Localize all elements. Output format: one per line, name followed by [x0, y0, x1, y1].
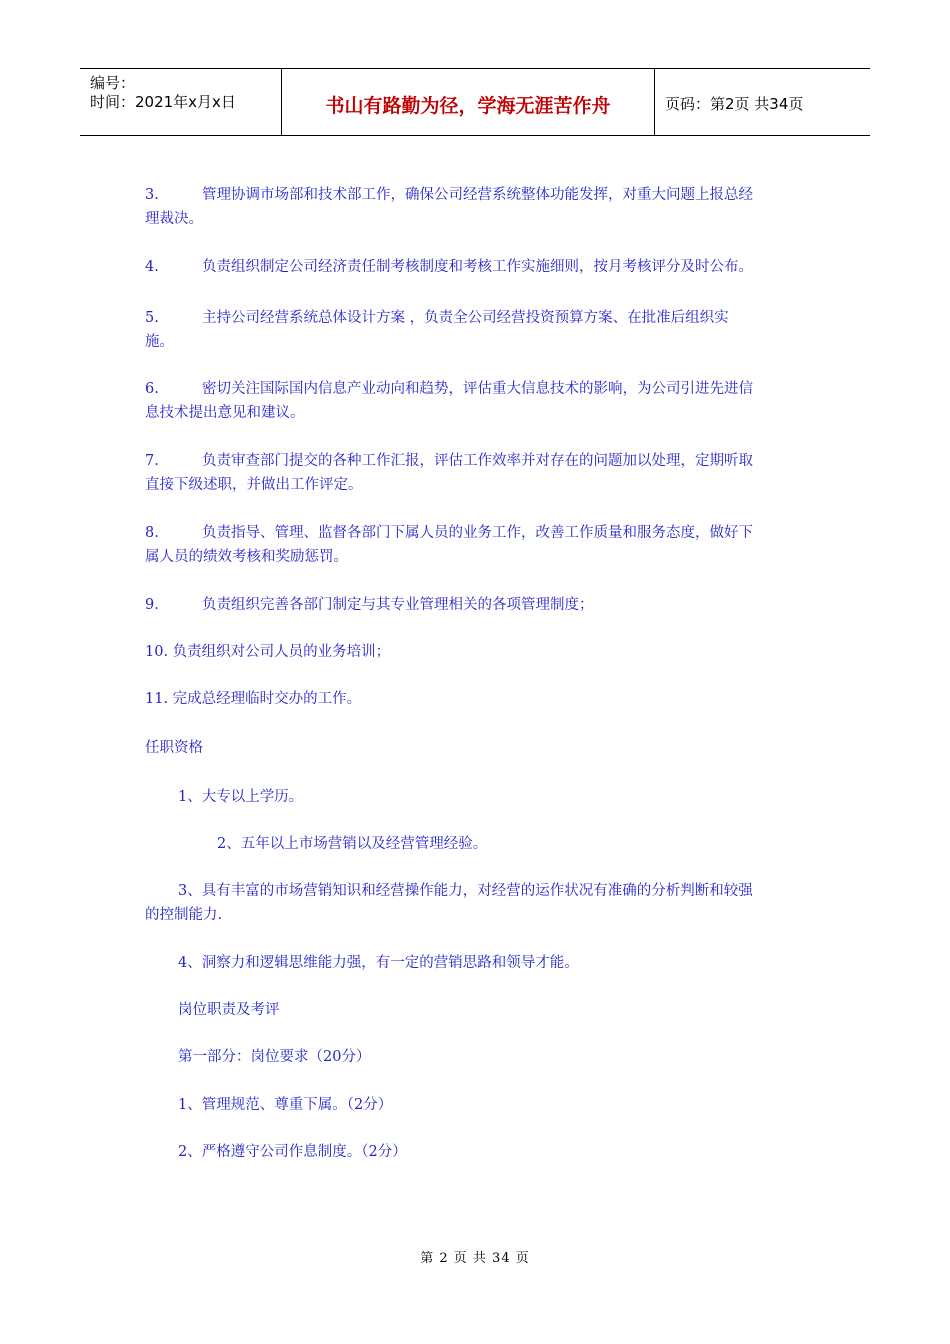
- item-text: 密切关注国际国内信息产业动向和趋势，评估重大信息技术的影响，为公司引进先进信: [202, 381, 753, 397]
- list-item: [145, 377, 825, 425]
- document-header: [80, 68, 870, 136]
- item-text: 负责指导、管理、监督各部门下属人员的业务工作，改善工作质量和服务态度，做好下: [202, 525, 753, 541]
- item-continuation: 直接下级述职，并做出工作评定。: [145, 477, 363, 493]
- item-continuation: 理裁决。: [145, 211, 203, 227]
- list-item: [145, 255, 825, 279]
- item-continuation: 属人员的绩效考核和奖励惩罚。: [145, 549, 348, 565]
- item-number: 9.: [145, 597, 159, 613]
- page-info-text: 页码：第2页 共34页: [665, 95, 804, 113]
- list-item: [145, 521, 825, 569]
- list-item: [145, 183, 825, 231]
- qualification-text: 3、具有丰富的市场营销知识和经营操作能力，对经营的运作状况有准确的分析判断和较强: [178, 883, 753, 899]
- item-number: 3.: [145, 187, 159, 203]
- qualification-item: 4、洞察力和逻辑思维能力强，有一定的营销思路和领导才能。: [178, 955, 579, 971]
- qualification-item: [145, 879, 825, 927]
- item-text: 主持公司经营系统总体设计方案 ，负责全公司经营投资预算方案、在批准后组织实: [202, 310, 729, 326]
- page-footer: 第 2 页 共 34 页: [420, 1251, 530, 1266]
- item-text: 负责组织完善各部门制定与其专业管理相关的各项管理制度；: [202, 597, 594, 613]
- date-label: 时间：2021年x月x日: [90, 93, 236, 111]
- motto-text: 书山有路勤为径，学海无涯苦作舟: [325, 95, 611, 117]
- header-page-cell: [655, 69, 870, 135]
- list-item: [145, 593, 825, 617]
- item-number: 4.: [145, 259, 159, 275]
- item-number: 6.: [145, 381, 159, 397]
- qualifications-heading: 任职资格: [145, 740, 203, 756]
- list-item-10: 10. 负责组织对公司人员的业务培训；: [145, 644, 391, 660]
- item-text: 负责审查部门提交的各种工作汇报，评估工作效率并对存在的问题加以处理，定期听取: [202, 453, 753, 469]
- qualification-continuation: 的控制能力.: [145, 907, 223, 923]
- item-number: 8.: [145, 525, 159, 541]
- requirement-item: 1、管理规范、尊重下属。（2分）: [178, 1097, 393, 1113]
- qualification-item: 2、五年以上市场营销以及经营管理经验。: [217, 836, 488, 852]
- item-number: 7.: [145, 453, 159, 469]
- serial-number-label: 编号：: [90, 74, 136, 92]
- header-info-cell: [80, 69, 282, 135]
- section-heading: 第一部分：岗位要求（20分）: [178, 1049, 371, 1065]
- list-item-11: 11. 完成总经理临时交办的工作。: [145, 691, 362, 707]
- qualification-item: 1、大专以上学历。: [178, 789, 304, 805]
- item-text: 管理协调市场部和技术部工作，确保公司经营系统整体功能发挥，对重大问题上报总经: [202, 187, 753, 203]
- header-motto-cell: [282, 69, 655, 135]
- list-item: [145, 449, 825, 497]
- item-number: 5.: [145, 310, 159, 326]
- requirement-item: 2、严格遵守公司作息制度。（2分）: [178, 1144, 407, 1160]
- item-continuation: 施。: [145, 334, 174, 350]
- item-text: 负责组织制定公司经济责任制考核制度和考核工作实施细则，按月考核评分及时公布。: [202, 259, 753, 275]
- item-continuation: 息技术提出意见和建议。: [145, 405, 305, 421]
- list-item: [145, 306, 825, 354]
- duties-heading: 岗位职责及考评: [178, 1002, 280, 1018]
